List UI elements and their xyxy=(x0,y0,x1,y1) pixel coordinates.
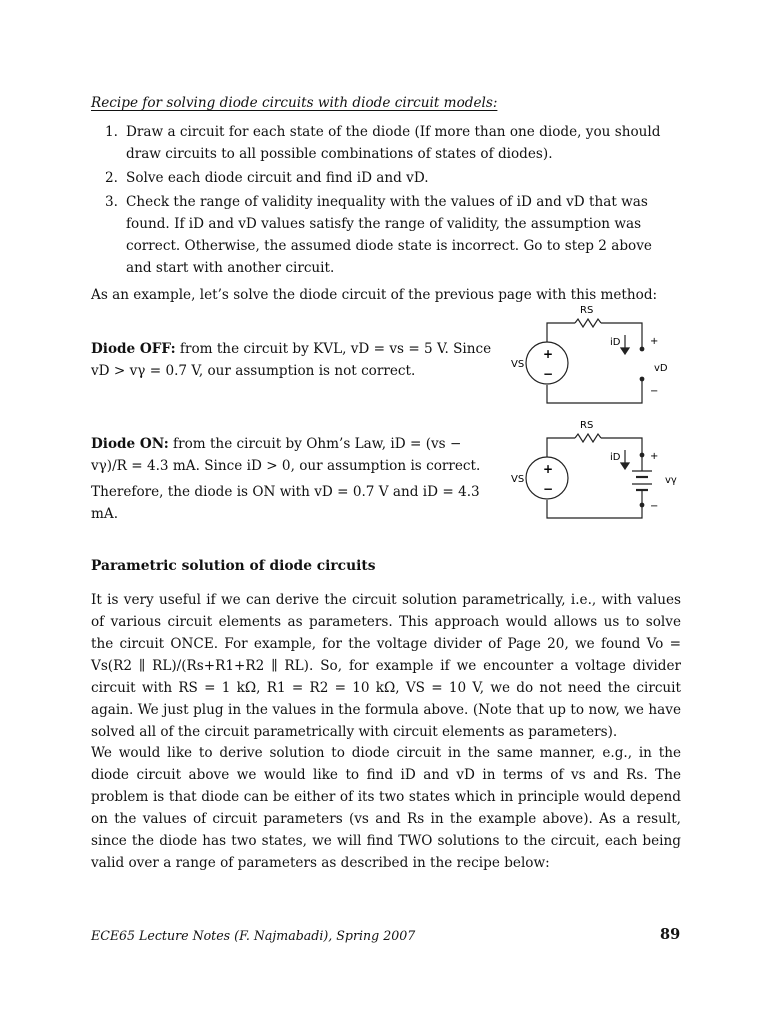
circuit-diode-off xyxy=(500,300,690,412)
page-number: 89 xyxy=(660,926,681,943)
plus-label: + xyxy=(650,451,659,462)
recipe-step-1 xyxy=(91,121,681,165)
recipe-step-3 xyxy=(91,191,681,279)
step-number: 2. xyxy=(105,170,118,186)
footer-citation: ECE65 Lecture Notes (F. Najmabadi), Spring 2007 xyxy=(91,928,416,943)
diode-on-label: Diode ON: xyxy=(91,436,169,452)
circuit-diode-on xyxy=(500,415,690,527)
vgamma-label: vγ xyxy=(665,475,677,486)
id-label: iD xyxy=(610,337,621,348)
diode-on-body: from the circuit by Ohm’s Law, iD = (vs − vγ)/R = 4.3 mA. Since iD > 0, our assumption is correct. xyxy=(91,436,481,474)
step-number: 3. xyxy=(105,194,118,210)
terminal-dot xyxy=(640,377,645,382)
paragraph-diode-solution: We would like to derive solution to diode circuit in the same manner, e.g., in the diode circuit above we would like to find iD and vD in terms of vs and Rs. The problem is that diode can be either of its two states which in principle would depend on the values of circuit parameters (vs and Rs in the example above). As a result, since the diode has two states, we will find TWO solutions to the circuit, each being valid over a range of parameters as described in the recipe below: xyxy=(91,745,681,871)
recipe-heading: Recipe for solving diode circuits with diode circuit models: xyxy=(91,95,498,111)
section-title: Parametric solution of diode circuits xyxy=(91,558,376,574)
diode-on-conclusion: Therefore, the diode is ON with vD = 0.7 V and iD = 4.3 mA. xyxy=(91,484,480,522)
paragraph-parametric: It is very useful if we can derive the circuit solution parametrically, i.e., with values of various circuit elements as parameters. This approach would allows us to solve the circuit ONCE. For example, for the voltage divider of Page 20, we found Vo = Vs(R2 ∥ RL)/(Rs+R1+R2 ∥ RL). So, for example if we encounter a voltage divider circuit with RS = 1 kΩ, R1 = R2 = 10 kΩ, VS = 10 V, we do not need the circuit again. We just plug in the values in the formula above. (Note that up to now, we have solved all of the circuit parametrically with circuit elements as parameters). xyxy=(91,592,681,740)
diode-on-text xyxy=(91,433,496,525)
example-intro: As an example, let’s solve the diode circuit of the previous page with this method: xyxy=(91,287,658,303)
source-plus-sign: + xyxy=(543,347,554,361)
rs-label: RS xyxy=(580,305,594,316)
diode-off-text xyxy=(91,338,496,382)
source-minus-sign: − xyxy=(543,367,554,381)
minus-label: − xyxy=(650,386,659,397)
step-text: Solve each diode circuit and find iD and vD. xyxy=(126,170,429,186)
rs-label: RS xyxy=(580,420,594,431)
source-minus-sign: − xyxy=(543,482,554,496)
vd-label: vD xyxy=(654,363,668,374)
vs-label: VS xyxy=(511,359,525,370)
plus-label: + xyxy=(650,336,659,347)
id-label: iD xyxy=(610,452,621,463)
minus-label: − xyxy=(650,501,659,512)
diode-off-label: Diode OFF: xyxy=(91,341,176,357)
recipe-steps xyxy=(91,121,681,281)
recipe-step-2 xyxy=(91,167,681,189)
step-text: Check the range of validity inequality with the values of iD and vD that was found. If iD and vD values satisfy the range of validity, the assumption was correct. Otherwise, the assumed diode state is incorrect. Go to step 2 above and start with another circuit. xyxy=(126,194,652,276)
terminal-dot xyxy=(640,453,645,458)
vs-label: VS xyxy=(511,474,525,485)
source-plus-sign: + xyxy=(543,462,554,476)
terminal-dot xyxy=(640,347,645,352)
step-text: Draw a circuit for each state of the diode (If more than one diode, you should draw circuits to all possible combinations of states of diodes). xyxy=(126,124,661,162)
step-number: 1. xyxy=(105,124,118,140)
terminal-dot xyxy=(640,503,645,508)
diode-off-body: from the circuit by KVL, vD = vs = 5 V. Since vD > vγ = 0.7 V, our assumption is not correct. xyxy=(91,341,492,379)
